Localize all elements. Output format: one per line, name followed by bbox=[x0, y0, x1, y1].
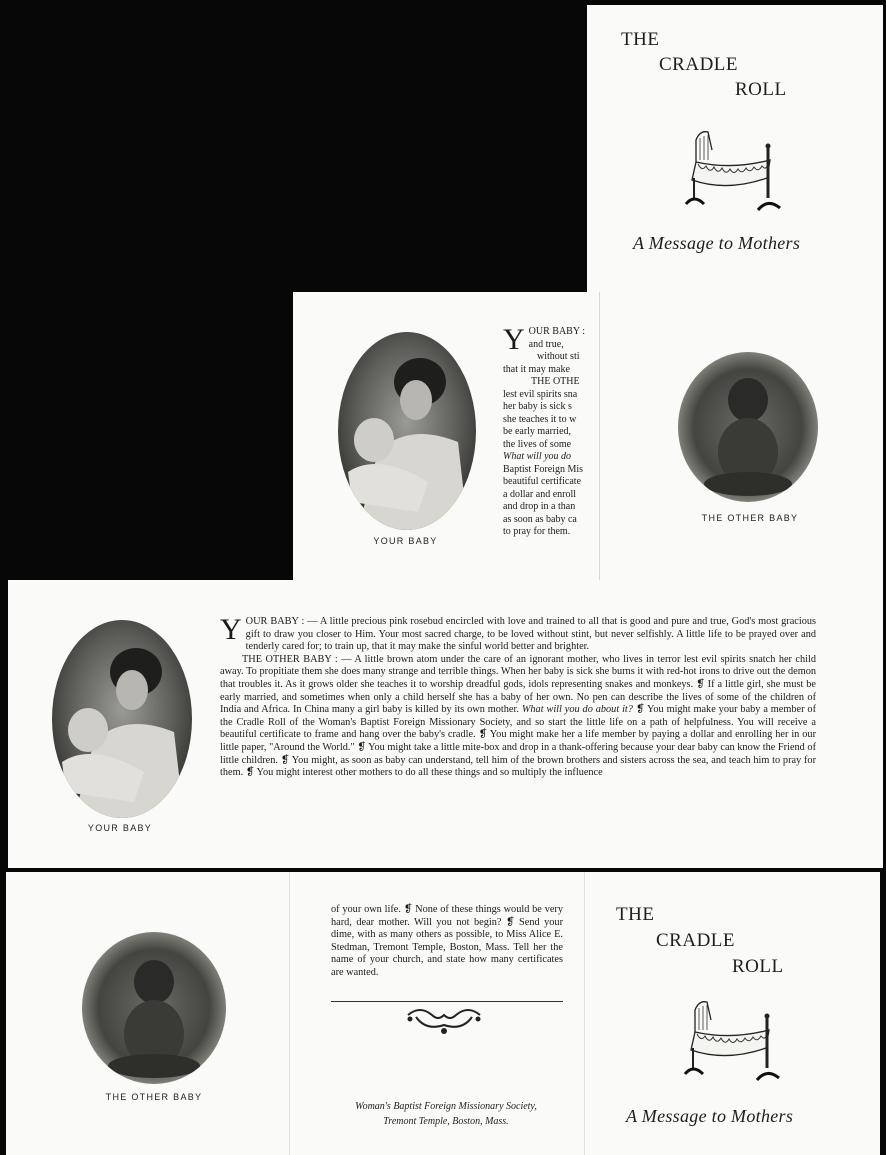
partial-line-11: What will you do bbox=[503, 451, 572, 462]
inner-partial-text bbox=[503, 323, 601, 539]
cover-title-line-2: CRADLE bbox=[659, 54, 738, 75]
back-title-line-2: CRADLE bbox=[656, 930, 735, 951]
back-title-line-1: THE bbox=[616, 904, 655, 925]
partial-line-6: lest evil spirits sna bbox=[503, 388, 578, 400]
cover-subtitle: A Message to Mothers bbox=[633, 233, 801, 253]
cover-title-line-3: ROLL bbox=[735, 79, 787, 100]
back-continuation-text: of your own life. ❡ None of these things would be very hard, dear mother. Will you not begin? ❡ Send your dime, with as many others as possible, to Miss Alice E. Stedman, Tremont Temple, Boston, Mass. Tell her the name of your church, and state how many certificates are wanted. bbox=[331, 904, 563, 978]
back-cover-subtitle: A Message to Mothers bbox=[626, 1106, 794, 1126]
back-card bbox=[6, 872, 880, 1155]
spread-your-baby-photo bbox=[52, 620, 192, 818]
partial-line-17: to pray for them. bbox=[503, 526, 571, 537]
partial-line-1: OUR BABY : bbox=[528, 326, 585, 337]
dropcap-y: Y bbox=[220, 613, 242, 646]
partial-line-16: as soon as baby ca bbox=[503, 513, 577, 525]
back-cradle-illustration bbox=[681, 990, 785, 1090]
partial-line-15: and drop in a than bbox=[503, 501, 576, 512]
partial-line-8: she teaches it to w bbox=[503, 413, 577, 425]
cradle-illustration bbox=[682, 120, 786, 220]
back-rule bbox=[331, 1001, 563, 1002]
partial-line-3: without sti bbox=[537, 351, 580, 362]
inner-card-right bbox=[599, 292, 883, 584]
other-baby-caption: THE OTHER BABY bbox=[701, 513, 799, 523]
fold-line-1 bbox=[289, 872, 290, 1155]
spread-body-text bbox=[220, 613, 816, 780]
partial-line-5: THE OTHE bbox=[531, 376, 580, 387]
your-baby-caption: YOUR BABY bbox=[373, 536, 438, 546]
back-title-line-3: ROLL bbox=[732, 956, 784, 977]
para-other-baby bbox=[220, 654, 816, 780]
credit-line-2: Tremont Temple, Boston, Mass. bbox=[383, 1116, 509, 1127]
partial-line-13: beautiful certificate bbox=[503, 476, 582, 487]
partial-line-4: that it may make bbox=[503, 363, 570, 375]
back-other-baby-caption: THE OTHER BABY bbox=[105, 1092, 203, 1102]
partial-line-14: a dollar and enroll bbox=[503, 488, 577, 500]
back-cover-title bbox=[616, 902, 856, 982]
credit-line-1: Woman's Baptist Foreign Missionary Society, bbox=[355, 1101, 537, 1112]
para-question: What will you do about it? bbox=[521, 704, 633, 716]
partial-line-10: the lives of some bbox=[503, 438, 572, 450]
spread-your-baby-caption: YOUR BABY bbox=[87, 823, 153, 833]
partial-line-12: Baptist Foreign Mis bbox=[503, 463, 584, 475]
cover-title bbox=[621, 27, 861, 107]
partial-line-7: her baby is sick s bbox=[503, 401, 572, 412]
para-other-baby-cont: ❡ You might make your baby a member of the Cradle Roll of the Woman's Baptist Foreign Missionary Society, and so start the little life on a path of helpfulness. You will receive a beautiful certificate to frame and hang over the baby's cradle. ❡ You might make her a life member by paying a dollar and enrolling her in our little paper, "Around the World." ❡ You might take a little mite-box and drop in a thank-offering because your dear baby can know the Friend of little children. ❡ You might, as soon as baby can understand, tell him of the brown brothers and sisters across the sea, and teach him to pray for them. ❡ You might interest other mothers to do all these things and so multiply the influence bbox=[220, 704, 816, 779]
your-baby-photo bbox=[338, 332, 476, 530]
partial-line-9: be early married, bbox=[503, 426, 572, 437]
para-other-baby-text: THE OTHER BABY : — A little brown atom under the care of an ignorant mother, who lives in terror lest evil spirits snatch her child away. To propitiate them she does many strange and terrible things. When her baby is sick she burns it with red-hot irons to drive out the demon that troubles it. As it grows older she teaches it to worship dreadful gods, idols representing snakes and monkeys. ❡ If a little girl, she must be early married, and sometimes when only a child herself she has a baby of her own. No pen can describe the lives of some of the children of India and Africa. In China many a girl baby is killed by its own mother. bbox=[220, 653, 816, 716]
partial-line-2: and true, bbox=[528, 338, 564, 350]
back-credit bbox=[306, 1099, 586, 1129]
inner-card-left bbox=[293, 292, 601, 582]
ornament-icon bbox=[402, 1005, 486, 1039]
spread-card bbox=[8, 580, 883, 868]
cover-title-line-1: THE bbox=[621, 29, 660, 50]
back-other-baby-photo bbox=[82, 932, 226, 1084]
cover-card-top bbox=[587, 5, 883, 293]
para-your-baby bbox=[220, 613, 816, 654]
partial-dropcap: Y bbox=[503, 323, 525, 356]
other-baby-photo bbox=[678, 352, 818, 502]
para-your-baby-text: OUR BABY : — A little precious pink rosebud encircled with love and trained to all that is good and pure and true, God's most gracious gift to draw you closer to Him. Your most sacred charge, to be loved without stint, but never selfishly. A little life to be prayed over and tenderly cared for; to train up, that it may make the sinful world better and brighter. bbox=[245, 616, 816, 653]
